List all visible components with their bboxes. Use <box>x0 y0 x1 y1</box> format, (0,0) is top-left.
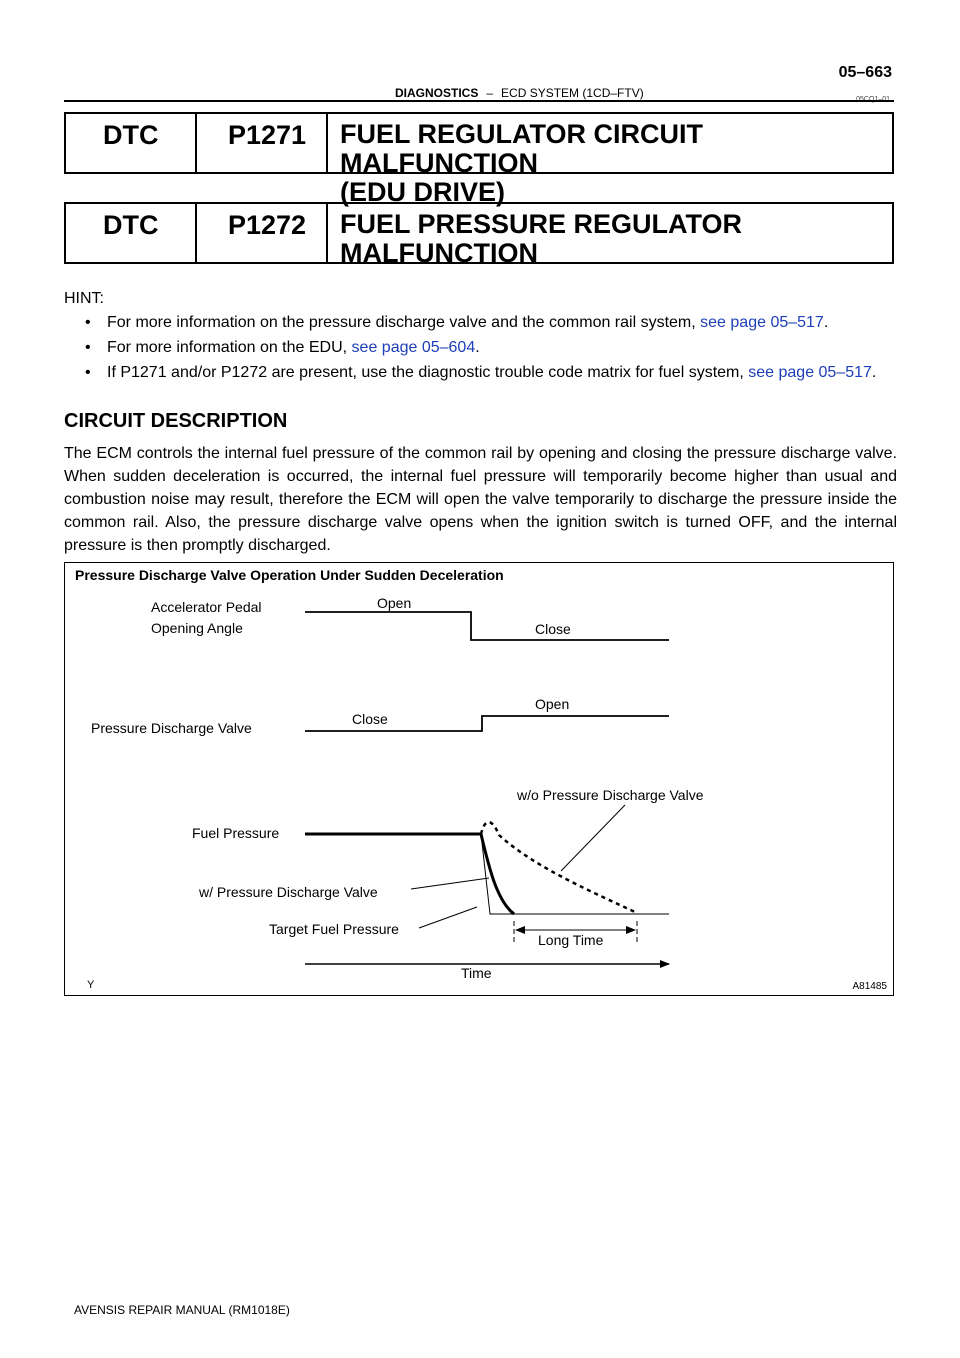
dtc-title-line: FUEL PRESSURE REGULATOR <box>340 209 743 239</box>
hint-punct: . <box>475 339 480 356</box>
footer-text: AVENSIS REPAIR MANUAL (RM1018E) <box>74 1303 290 1317</box>
document-code: 05CQ1–01 <box>856 96 890 103</box>
accelerator-signal-line <box>305 612 669 640</box>
target-pressure-label: Target Fuel Pressure <box>269 921 399 937</box>
leader-line <box>419 907 477 928</box>
bullet-glyph: • <box>85 314 91 331</box>
long-time-label: Long Time <box>538 932 604 948</box>
dtc-box-p1271 <box>64 112 894 207</box>
dtc-label: DTC <box>66 114 197 172</box>
header-subsection: ECD SYSTEM (1CD–FTV) <box>501 86 644 100</box>
page-number: 05–663 <box>838 64 892 81</box>
section-title: CIRCUIT DESCRIPTION <box>64 410 288 432</box>
fuel-pressure-label: Fuel Pressure <box>192 825 280 841</box>
accelerator-label: Accelerator Pedal <box>151 599 262 615</box>
dtc-label: DTC <box>66 204 197 262</box>
dtc-code: P1271 <box>197 114 328 172</box>
leader-line <box>561 805 625 871</box>
valve-close-label: Close <box>352 711 388 727</box>
dtc-title <box>328 204 892 268</box>
running-header <box>395 86 644 100</box>
dtc-code: P1272 <box>197 204 328 262</box>
valve-label: Pressure Discharge Valve <box>91 720 252 736</box>
page-link[interactable]: see page 05–517 <box>700 314 824 331</box>
header-separator: – <box>486 86 494 100</box>
circuit-description-text: The ECM controls the internal fuel pressure of the common rail by opening and closing the pressure discharge valve. When sudden deceleration is occurred, the internal fuel pressure will temporarily become higher than usual and combustion noise may result, therefore the ECM will open the valve temporarily to discharge the pressure inside the common rail. Also, the pressure discharge valve opens when the ignition switch is turned OFF, and the internal pressure is then promptly discharged. <box>64 445 897 554</box>
dtc-title <box>328 114 892 207</box>
dtc-title-line: FUEL REGULATOR CIRCUIT MALFUNCTION <box>340 119 703 178</box>
timing-diagram <box>64 562 894 996</box>
page-link[interactable]: see page 05–517 <box>748 364 872 381</box>
header-section: DIAGNOSTICS <box>395 86 479 100</box>
without-valve-label: w/o Pressure Discharge Valve <box>517 787 704 803</box>
hint-item <box>85 362 897 384</box>
time-label: Time <box>461 965 492 981</box>
without-valve-curve <box>481 822 637 913</box>
figure-id: A81485 <box>852 981 887 992</box>
accelerator-open-label: Open <box>377 595 412 611</box>
figure-title: Pressure Discharge Valve Operation Under Sudden Deceleration <box>75 567 504 583</box>
figure-corner-letter: Y <box>87 979 95 991</box>
hint-punct: . <box>871 364 877 381</box>
hint-text: If P1271 and/or P1272 are present, use the diagnostic trouble code matrix for fuel system, <box>107 364 749 381</box>
hint-item <box>85 337 897 359</box>
accelerator-close-label: Close <box>535 621 571 637</box>
header-rule <box>64 100 894 102</box>
target-pressure-line <box>481 834 669 914</box>
leader-line <box>411 878 489 889</box>
bullet-glyph: • <box>85 364 91 381</box>
hint-label: HINT: <box>64 290 104 307</box>
accelerator-label: Opening Angle <box>151 620 243 636</box>
dtc-title-line: (EDU DRIVE) <box>340 177 506 207</box>
bullet-glyph: • <box>85 339 91 356</box>
dtc-title-line: MALFUNCTION <box>340 238 538 268</box>
hint-item <box>85 312 897 334</box>
dtc-box-p1272 <box>64 202 894 268</box>
hint-text: For more information on the pressure discharge valve and the common rail system, <box>107 314 701 331</box>
page-link[interactable]: see page 05–604 <box>351 339 476 356</box>
hint-list <box>85 312 897 387</box>
valve-open-label: Open <box>535 696 570 712</box>
hint-punct: . <box>823 314 829 331</box>
with-valve-label: w/ Pressure Discharge Valve <box>199 884 378 900</box>
hint-text: For more information on the EDU, <box>107 339 352 356</box>
